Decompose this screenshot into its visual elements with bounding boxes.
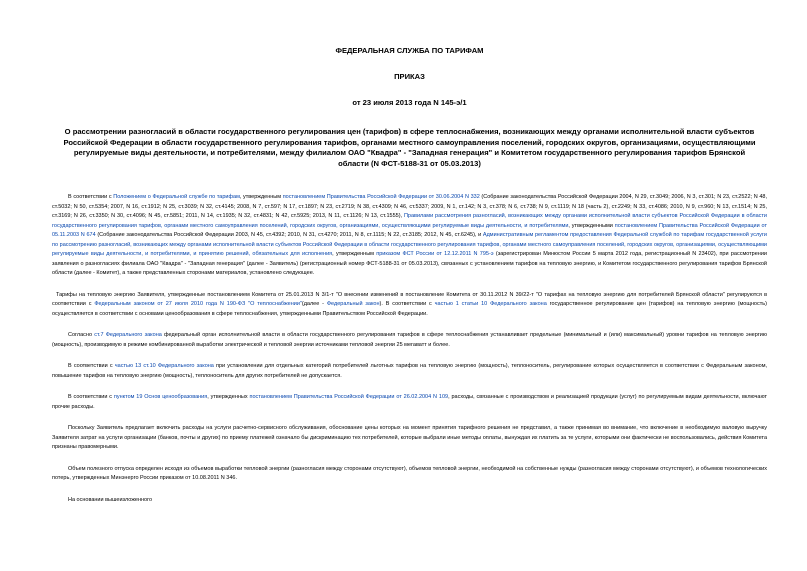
paragraph-8: На основании вышеизложенного <box>68 496 153 503</box>
paragraph-3 <box>52 331 767 350</box>
link-federal-law-190[interactable]: Федеральным законом от 27 июля 2010 года N 190-ФЗ "О теплоснабжении" <box>94 301 302 308</box>
text: государственное регулирование цен (тарифов) на тепловую энергию (мощность) осуществляется в соответствии с основами ценообразования в сфере теплоснабжения, утвержденными Правительством Российской Федерации. <box>52 301 767 317</box>
link-government-decree-332[interactable]: постановлением Правительства Российской Федерации от 30.06.2004 N 332 <box>282 194 480 201</box>
link-fst-order-795[interactable]: приказом ФСТ России от 12.12.2011 N 795-э <box>376 251 494 258</box>
text: В соответствии с <box>68 363 115 370</box>
text: Тарифы на тепловую энергию Заявителя, утвержденные постановлением Комитета от 25.01.2013 N 3/1-т "О внесении изменений в постановление Комитета от 30.11.2012 N 39/22-т "О тарифах на тепловую энергию для потребителей Брянской области" регулируются в соответствии с <box>52 291 767 308</box>
text: (зарегистрирован Минюстом России 5 марта 2012 года, регистрационный N 23402), при рассмотрении заявления о разногласиях филиала ОАО "Квадра" - "Западная генерация" (далее - Заявитель) (регистрационный номер ФСТ-5188-31 от 05.03.2013), связанных с установлением тарифов на тепловую энергию, и Комитетом государственного регулирования тарифов Брянской области (далее - Комитет), а также представленных сторонами материалов, установлено следующее. <box>52 251 767 277</box>
link-government-decree-674[interactable]: постановлением Правительства Российской Федерации от 05.11.2003 N 674 <box>52 222 767 239</box>
text: , утвержденных <box>207 394 250 401</box>
link-point19-pricing[interactable]: пунктом 19 Основ ценообразования <box>113 394 208 401</box>
doc-type-heading: ПРИКАЗ <box>394 72 425 81</box>
text: , утвержденным <box>332 251 377 258</box>
paragraph-6: Поскольку Заявитель предлагает включить расходы на услуги расчетно-сервисного обслуживания, обоснование цены которых на момент принятия тарифного решения не представил, а также принимая во внимание, что включение в необходимую валовую выручку Заявителя затрат на услуги организации (банков, почты и других) по приему платежей означало бы дискриминацию тех потребителей, которые выбрали иные методы оплаты, вынуждая их платить за те услуги, которыми они фактически не воспользовались, действия Комитета признаны правомерными. <box>52 425 767 451</box>
paragraph-2 <box>52 291 767 320</box>
text: , утвержденным <box>239 194 283 201</box>
paragraph-7: Объем полезного отпуска определен исходя из объемов выработки тепловой энергии (разногласия между сторонами отсутствуют), объемов тепловой энергии, необходимой на собственные нужды (разногласия между сторонами отсутствуют), и объемов технологических потерь, утвержденных Минэнерго России приказом от 10.08.2011 N 346. <box>52 465 767 482</box>
text: ). В соответствии с <box>379 301 435 308</box>
text: (Собрание законодательства Российской Федерации 2003, N 45, ст.4392; 2010, N 31, ст.4270; 2011, N 8, ст.1115; N 22, ст.3185; 2012, N 45, ст.6245), и <box>95 232 483 239</box>
text: , расходы, связанные с производством и реализацией продукции (услуг) по регулируемым видам деятельности, включают прочие расходы. <box>52 394 767 410</box>
link-article7[interactable]: ст.7 Федерального закона <box>94 332 162 339</box>
date-number-heading: от 23 июля 2013 года N 145-э/1 <box>352 98 467 107</box>
text: федеральный орган исполнительной власти в области государственного регулирования тарифов в сфере теплоснабжения устанавливает предельные (минимальный и (или) максимальный) уровни тарифов на тепловую энергию (мощность), производимую в режиме комбинированной выработки электрической и тепловой энергии источниками тепловой энергии 25 мегаватт и более. <box>52 332 767 348</box>
link-dispute-rules[interactable]: Правилами рассмотрения разногласий, возникающих между органами исполнительной власти субъектов Российской Федерации в области государственного регулирования тарифов, органами местного самоуправления поселений, городских округов, организациями, осуществляющими регулируемые виды деятельности, и потребителями <box>52 213 767 229</box>
link-part13-article10[interactable]: частью 13 ст.10 Федерального закона <box>114 363 214 370</box>
text: (Собрание законодательства Российской Федерации 2004, N 29, ст.3049; 2006, N 3, ст.301; N 23, ст.2522; N 48, ст.5032; N 50, ст.5354; 2007, N 16, ст.1912; N 25, ст.3039; N 32, ст.4145; 2008, N 7, ст.597; N 17, ст.1897; N 23, ст.2719; N 38, ст.4309; N 46, ст.5337; 2009, N 1, ст.142; N 3, ст.378; N 6, ст.738; N 9, ст.1119; N 18 (часть 2), ст.2249; N 33, ст.4086; 2010, N 9, ст.960; N 13, ст.1514; N 25, ст.3169; N 26, ст.3350; N 30, ст.4096; N 45, ст.5851; 2011, N 14, ст.1935; N 32, ст.4831; N 42, ст.5925; 2013, N 11, ст.1126; N 13, ст.1555), <box>52 194 767 220</box>
text: Согласно <box>68 332 95 339</box>
text: (далее - <box>301 301 327 308</box>
paragraph-4 <box>52 362 767 381</box>
text: при установлении для отдельных категорий потребителей льготных тарифов на тепловую энергию (мощность), теплоноситель, регулирование которых осуществляется в соответствии с Федеральным законом, повышение тарифов на тепловую энергию (мощность), теплоноситель для других потребителей не допускается. <box>52 363 768 379</box>
link-fst-regulation[interactable]: Положением о Федеральной службе по тарифам <box>113 194 240 201</box>
link-government-decree-109[interactable]: постановлением Правительства Российской Федерации от 26.02.2004 N 109 <box>249 394 449 401</box>
link-part1-article10[interactable]: частью 1 статьи 10 Федерального закона <box>434 301 547 308</box>
text: В соответствии с <box>68 194 114 201</box>
paragraph-1 <box>52 193 767 279</box>
document-title: О рассмотрении разногласий в области государственного регулирования цен (тарифов) в сфере теплоснабжения, возникающих между органами исполнительной власти субъектов Российской Федерации в области государственного регулирования тарифов, органами местного самоуправления поселений, городских округов, организациями, осуществляющими регулируемые виды деятельности, и потребителями, между филиалом ОАО "Квадра" - "Западная генерация" и Комитетом государственного регулирования тарифов Брянской области (N ФСТ-5188-31 от 05.03.2013) <box>63 127 756 168</box>
text: , утвержденными <box>568 222 615 229</box>
text: В соответствии с <box>68 394 114 401</box>
paragraph-5 <box>52 393 767 412</box>
link-admin-regulation[interactable]: Административным регламентом предоставления Федеральной службой по тарифам государственной услуги по рассмотрению разногласий, возникающих между органами исполнительной власти субъектов Российской Федерации в области государственного регулирования тарифов, органами местного самоуправления поселений, городских округов, организациями, осуществляющими регулируемые виды деятельности, и потребителями, и принятию решений, обязательных для исполнения <box>52 232 767 258</box>
agency-heading: ФЕДЕРАЛЬНАЯ СЛУЖБА ПО ТАРИФАМ <box>335 46 484 55</box>
link-federal-law[interactable]: Федеральный закон <box>326 301 380 308</box>
